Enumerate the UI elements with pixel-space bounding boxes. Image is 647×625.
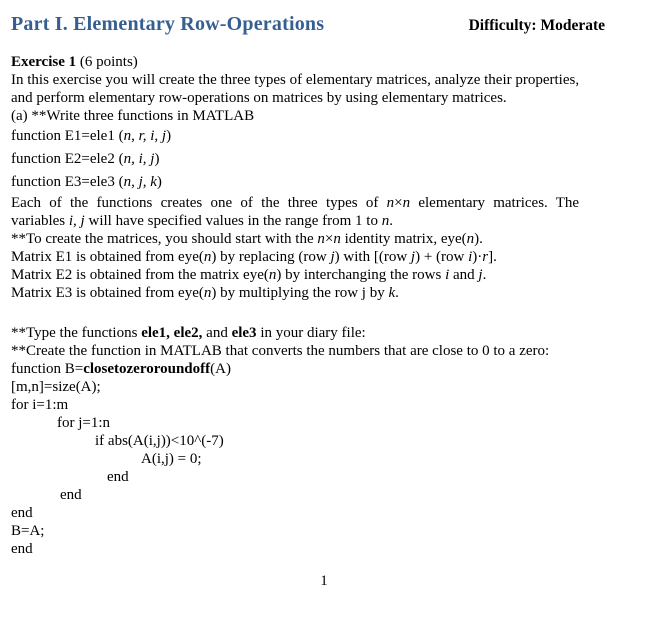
part-title: Part I. Elementary Row-Operations xyxy=(11,13,325,35)
doc-line: end xyxy=(107,469,129,485)
doc-line: if abs(A(i,j))<10^(-7) xyxy=(95,433,224,449)
doc-line: Each of the functions creates one of the three types of n×n elementary matrices. The xyxy=(11,195,580,211)
doc-line: B=A; xyxy=(11,523,45,539)
doc-line: end xyxy=(11,505,33,521)
doc-line: variables i, j will have specified values in the range from 1 to n. xyxy=(11,213,393,229)
doc-line: **To create the matrices, you should start with the n×n identity matrix, eye(n). xyxy=(11,231,483,247)
document-lines xyxy=(11,53,637,558)
doc-line: Matrix E1 is obtained from eye(n) by replacing (row j) with [(row j) + (row i)·r]. xyxy=(11,249,497,265)
doc-line: **Create the function in MATLAB that converts the numbers that are close to 0 to a zero: xyxy=(11,343,550,359)
doc-line: function E1=ele1 (n, r, i, j) xyxy=(11,128,172,144)
doc-line: Matrix E3 is obtained from eye(n) by multiplying the row j by k. xyxy=(11,285,399,301)
doc-line: for i=1:m xyxy=(11,397,69,413)
doc-line xyxy=(11,302,637,324)
doc-line: for j=1:n xyxy=(57,415,111,431)
doc-line: end xyxy=(60,487,82,503)
doc-line: function E2=ele2 (n, i, j) xyxy=(11,151,160,167)
doc-line: [m,n]=size(A); xyxy=(11,379,101,395)
doc-line: end xyxy=(11,541,33,557)
doc-line: A(i,j) = 0; xyxy=(141,451,202,467)
doc-line: In this exercise you will create the three types of elementary matrices, analyze their properties, xyxy=(11,72,580,88)
doc-line: **Type the functions ele1, ele2, and ele3 in your diary file: xyxy=(11,325,366,341)
doc-line: and perform elementary row-operations on matrices by using elementary matrices. xyxy=(11,90,507,106)
doc-line: function B=closetozeroroundoff(A) xyxy=(11,361,231,377)
doc-line: (a) **Write three functions in MATLAB xyxy=(11,108,255,124)
difficulty-label: Difficulty: Moderate xyxy=(468,17,605,34)
doc-line: function E3=ele3 (n, j, k) xyxy=(11,174,162,190)
doc-line: Matrix E2 is obtained from the matrix eye(n) by interchanging the rows i and j. xyxy=(11,267,487,283)
page-header xyxy=(11,12,637,36)
page-number: 1 xyxy=(320,573,328,589)
doc-line: Exercise 1 (6 points) xyxy=(11,54,138,70)
